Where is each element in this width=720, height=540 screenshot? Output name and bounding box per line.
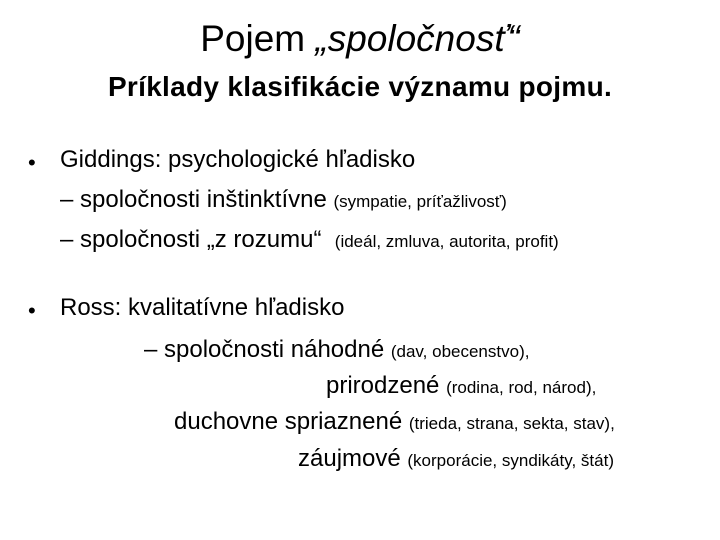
line-main: záujmové [298,445,401,472]
line-main: prirodzené [326,372,440,399]
slide-title [0,16,720,62]
line-note: (ideál, zmluva, autorita, profit) [334,232,559,251]
line-main: – spoločnosti inštinktívne [60,186,327,213]
list-item [60,224,559,258]
list-item [60,184,507,218]
bullet-heading-ross: Ross: kvalitatívne hľadisko [60,294,345,321]
bullet-marker: • [28,150,36,175]
list-item [144,334,529,368]
line-main: duchovne spriaznené [174,408,403,435]
line-note: (sympatie, príťažlivosť) [333,192,507,211]
list-item [298,443,614,477]
line-note: (rodina, rod, národ), [446,378,597,397]
title-plain: Pojem [200,18,316,59]
list-item [174,406,615,440]
line-note: (dav, obecenstvo), [390,342,530,361]
line-note: (korporácie, syndikáty, štát) [407,451,614,470]
bullet-marker: • [28,298,36,323]
bullet-heading-giddings: Giddings: psychologické hľadisko [60,146,416,173]
title-italic: „spoločnosť“ [315,18,520,59]
line-main: – spoločnosti náhodné [144,336,385,363]
line-main: – spoločnosti „z rozumu“ [60,226,322,253]
slide-subtitle: Príklady klasifikácie významu pojmu. [107,71,613,102]
line-note: (trieda, strana, sekta, stav), [408,414,615,433]
list-item [326,370,596,404]
